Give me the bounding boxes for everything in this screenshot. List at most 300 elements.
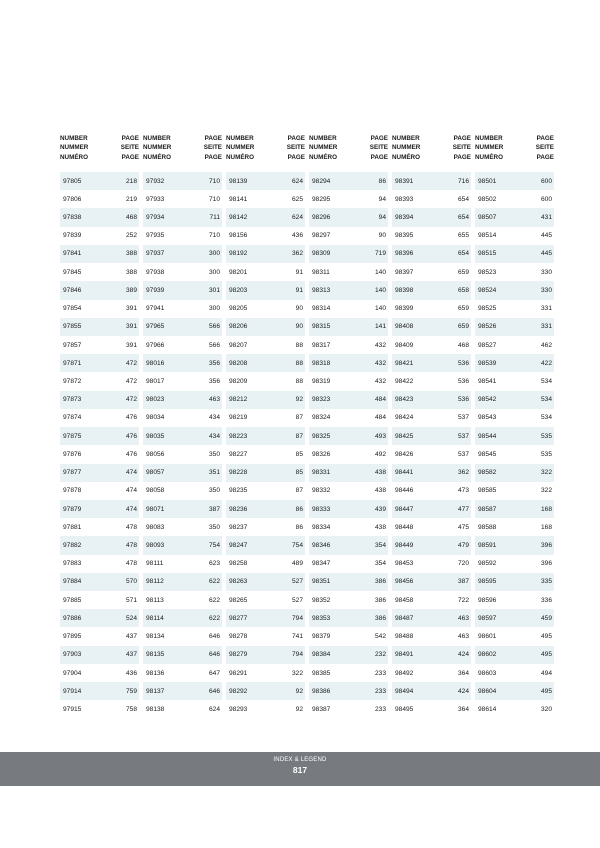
index-row xyxy=(226,427,305,445)
index-row xyxy=(60,682,139,700)
index-row xyxy=(226,300,305,318)
page-number: 479 xyxy=(457,541,469,549)
part-number: 98016 xyxy=(146,359,165,367)
index-row xyxy=(143,263,222,281)
index-row xyxy=(226,172,305,190)
column-header xyxy=(309,134,388,164)
page-number: 85 xyxy=(295,450,303,458)
page-number: 722 xyxy=(457,596,469,604)
part-number: 98156 xyxy=(229,232,248,240)
header-page-line: SEITE xyxy=(120,144,139,152)
part-number: 98545 xyxy=(478,450,497,458)
column-group-2 xyxy=(143,134,222,719)
header-number-line: NUMBER xyxy=(60,135,88,142)
part-number: 98137 xyxy=(146,687,165,695)
page-number: 387 xyxy=(457,578,469,586)
page-number: 350 xyxy=(208,487,220,495)
header-number-label xyxy=(226,134,254,164)
page-number: 85 xyxy=(295,469,303,477)
index-row xyxy=(309,646,388,664)
page-number: 88 xyxy=(295,359,303,367)
part-number: 98492 xyxy=(395,669,414,677)
header-page-line: PAGE xyxy=(287,135,305,142)
header-number-line: NUMBER xyxy=(143,135,171,142)
page-number: 493 xyxy=(374,432,386,440)
index-row xyxy=(475,208,554,226)
page-number: 424 xyxy=(457,687,469,695)
page-number: 463 xyxy=(208,396,220,404)
page-number: 468 xyxy=(125,214,137,222)
index-row xyxy=(309,591,388,609)
index-row xyxy=(60,664,139,682)
header-page-line: PAGE xyxy=(453,153,471,161)
page-number: 320 xyxy=(540,705,552,713)
part-number: 97965 xyxy=(146,323,165,331)
part-number: 98387 xyxy=(312,705,331,713)
index-row xyxy=(309,227,388,245)
page-number: 233 xyxy=(374,705,386,713)
index-row xyxy=(392,464,471,482)
header-page-line: PAGE xyxy=(121,153,139,161)
page-number: 710 xyxy=(208,232,220,240)
header-page-line: PAGE xyxy=(453,135,471,142)
index-row xyxy=(143,573,222,591)
part-number: 98601 xyxy=(478,633,497,641)
part-number: 98397 xyxy=(395,268,414,276)
index-row xyxy=(226,245,305,263)
page-number: 331 xyxy=(540,323,552,331)
column-group-3 xyxy=(226,134,305,719)
page-number: 391 xyxy=(125,305,137,313)
part-number: 98446 xyxy=(395,487,414,495)
part-number: 97904 xyxy=(63,669,82,677)
page-number: 719 xyxy=(374,250,386,258)
part-number: 98294 xyxy=(312,177,331,185)
index-row xyxy=(475,372,554,390)
index-row xyxy=(143,536,222,554)
part-number: 98314 xyxy=(312,305,331,313)
part-number: 98318 xyxy=(312,359,331,367)
index-row xyxy=(475,591,554,609)
part-number: 98071 xyxy=(146,505,165,513)
page-number: 720 xyxy=(457,560,469,568)
index-row xyxy=(226,190,305,208)
part-number: 98604 xyxy=(478,687,497,695)
index-row xyxy=(392,445,471,463)
part-number: 98236 xyxy=(229,505,248,513)
index-row xyxy=(226,664,305,682)
column-group-4 xyxy=(309,134,388,719)
part-number: 98309 xyxy=(312,250,331,258)
part-number: 97884 xyxy=(63,578,82,586)
page-number: 391 xyxy=(125,323,137,331)
header-page-label xyxy=(370,134,388,164)
page-number: 625 xyxy=(291,195,303,203)
part-number: 97934 xyxy=(146,214,165,222)
page-number: 233 xyxy=(374,687,386,695)
page-number: 478 xyxy=(125,541,137,549)
page-number: 475 xyxy=(457,523,469,531)
index-row xyxy=(226,336,305,354)
page-number: 94 xyxy=(378,214,386,222)
part-number: 98541 xyxy=(478,378,497,386)
part-number: 98192 xyxy=(229,250,248,258)
part-number: 98134 xyxy=(146,633,165,641)
header-number-line: NUMMER xyxy=(143,144,172,152)
index-row xyxy=(392,391,471,409)
part-number: 98324 xyxy=(312,414,331,422)
index-row xyxy=(392,427,471,445)
page-number: 646 xyxy=(208,687,220,695)
part-number: 97895 xyxy=(63,633,82,641)
page-number: 537 xyxy=(457,414,469,422)
part-number: 98334 xyxy=(312,523,331,531)
page-number: 476 xyxy=(125,432,137,440)
page-number: 489 xyxy=(291,560,303,568)
column-header xyxy=(60,134,139,164)
part-number: 98347 xyxy=(312,560,331,568)
page-number: 463 xyxy=(457,633,469,641)
page-number: 331 xyxy=(540,305,552,313)
index-row xyxy=(392,573,471,591)
index-row xyxy=(392,227,471,245)
part-number: 98539 xyxy=(478,359,497,367)
index-row xyxy=(226,500,305,518)
part-number: 98449 xyxy=(395,541,414,549)
page-number: 527 xyxy=(291,578,303,586)
index-row xyxy=(60,172,139,190)
index-row xyxy=(60,646,139,664)
index-row xyxy=(309,482,388,500)
page-number: 570 xyxy=(125,578,137,586)
index-row xyxy=(226,646,305,664)
index-row xyxy=(309,372,388,390)
part-number: 98278 xyxy=(229,633,248,641)
page-number: 362 xyxy=(291,250,303,258)
page-number: 364 xyxy=(457,669,469,677)
page-number: 354 xyxy=(374,560,386,568)
page-number: 86 xyxy=(378,177,386,185)
index-row xyxy=(226,318,305,336)
index-row xyxy=(309,555,388,573)
page-number: 354 xyxy=(374,541,386,549)
part-number: 97966 xyxy=(146,341,165,349)
index-row xyxy=(392,318,471,336)
index-row xyxy=(392,591,471,609)
index-row xyxy=(309,190,388,208)
part-number: 98422 xyxy=(395,378,414,386)
index-row xyxy=(475,445,554,463)
index-row xyxy=(143,354,222,372)
part-number: 98351 xyxy=(312,578,331,586)
index-row xyxy=(392,700,471,718)
index-row xyxy=(392,664,471,682)
index-row xyxy=(309,445,388,463)
index-row xyxy=(475,300,554,318)
index-row xyxy=(60,427,139,445)
page-number: 388 xyxy=(125,250,137,258)
part-number: 98325 xyxy=(312,432,331,440)
page-number: 437 xyxy=(125,633,137,641)
index-row xyxy=(475,409,554,427)
index-row xyxy=(475,646,554,664)
index-row xyxy=(143,300,222,318)
page-number: 438 xyxy=(374,469,386,477)
page-number: 647 xyxy=(208,669,220,677)
page-number: 478 xyxy=(125,523,137,531)
part-number: 97881 xyxy=(63,523,82,531)
index-row xyxy=(143,700,222,718)
page-number: 396 xyxy=(540,560,552,568)
part-number: 98395 xyxy=(395,232,414,240)
part-number: 98421 xyxy=(395,359,414,367)
page-number: 445 xyxy=(540,232,552,240)
page-number: 140 xyxy=(374,286,386,294)
index-row xyxy=(309,354,388,372)
page-number: 659 xyxy=(457,268,469,276)
index-row xyxy=(309,500,388,518)
part-number: 98448 xyxy=(395,523,414,531)
page-number: 219 xyxy=(125,195,137,203)
index-row xyxy=(392,682,471,700)
page-number: 472 xyxy=(125,359,137,367)
part-number: 98393 xyxy=(395,195,414,203)
page-number: 336 xyxy=(540,596,552,604)
footer-page-number: 817 xyxy=(292,765,308,775)
index-row xyxy=(475,464,554,482)
part-number: 97873 xyxy=(63,396,82,404)
index-row xyxy=(475,482,554,500)
page-number: 655 xyxy=(457,232,469,240)
header-number-line: NUMÉRO xyxy=(143,153,171,161)
page-number: 710 xyxy=(208,195,220,203)
index-row xyxy=(143,281,222,299)
page-number: 438 xyxy=(374,523,386,531)
index-row xyxy=(143,208,222,226)
index-row xyxy=(392,208,471,226)
part-number: 98114 xyxy=(146,614,164,622)
index-row xyxy=(226,464,305,482)
page-number: 322 xyxy=(540,487,552,495)
page-number: 88 xyxy=(295,378,303,386)
index-row xyxy=(475,281,554,299)
page-number: 623 xyxy=(208,560,220,568)
header-page-line: PAGE xyxy=(370,153,388,161)
part-number: 98523 xyxy=(478,268,497,276)
index-row xyxy=(226,700,305,718)
index-row xyxy=(309,318,388,336)
page-number: 534 xyxy=(540,396,552,404)
part-number: 98035 xyxy=(146,432,165,440)
header-page-label xyxy=(204,134,222,164)
part-number: 98514 xyxy=(478,232,497,240)
index-row xyxy=(60,518,139,536)
part-number: 98017 xyxy=(146,378,165,386)
part-number: 98398 xyxy=(395,286,414,294)
header-number-line: NUMMER xyxy=(475,144,504,152)
page-number: 624 xyxy=(291,177,303,185)
part-number: 98141 xyxy=(229,195,248,203)
page-number: 351 xyxy=(208,469,220,477)
part-number: 97874 xyxy=(63,414,82,422)
part-number: 97838 xyxy=(63,214,82,222)
part-number: 98136 xyxy=(146,669,165,677)
page-number: 301 xyxy=(208,286,220,294)
page-number: 350 xyxy=(208,450,220,458)
index-row xyxy=(309,245,388,263)
page-number: 659 xyxy=(457,305,469,313)
index-row xyxy=(60,464,139,482)
page-number: 445 xyxy=(540,250,552,258)
page-number: 86 xyxy=(295,523,303,531)
page-number: 438 xyxy=(374,487,386,495)
index-row xyxy=(60,208,139,226)
page-number: 300 xyxy=(208,250,220,258)
page-number: 436 xyxy=(125,669,137,677)
part-number: 98501 xyxy=(478,177,497,185)
index-row xyxy=(309,427,388,445)
part-number: 98595 xyxy=(478,578,497,586)
part-number: 98409 xyxy=(395,341,414,349)
part-number: 98542 xyxy=(478,396,497,404)
part-number: 98491 xyxy=(395,651,414,659)
header-page-line: SEITE xyxy=(286,144,305,152)
page-number: 356 xyxy=(208,359,220,367)
page-number: 542 xyxy=(374,633,386,641)
header-page-line: PAGE xyxy=(121,135,139,142)
part-number: 98494 xyxy=(395,687,414,695)
page-number: 87 xyxy=(295,414,303,422)
page-number: 484 xyxy=(374,396,386,404)
index-row xyxy=(475,336,554,354)
page-number: 330 xyxy=(540,268,552,276)
page-number: 536 xyxy=(457,396,469,404)
part-number: 98453 xyxy=(395,560,414,568)
index-row xyxy=(226,536,305,554)
index-row xyxy=(309,172,388,190)
page-number: 474 xyxy=(125,505,137,513)
part-number: 98384 xyxy=(312,651,331,659)
page-number: 90 xyxy=(295,305,303,313)
part-number: 97932 xyxy=(146,177,165,185)
index-row xyxy=(392,609,471,627)
part-number: 97935 xyxy=(146,232,165,240)
header-number-label xyxy=(309,134,337,164)
page-number: 654 xyxy=(457,195,469,203)
index-row xyxy=(309,682,388,700)
header-page-label xyxy=(536,134,554,164)
page-number: 91 xyxy=(295,268,303,276)
page-number: 168 xyxy=(540,523,552,531)
page-number: 232 xyxy=(374,651,386,659)
index-row xyxy=(309,281,388,299)
page-number: 646 xyxy=(208,651,220,659)
page-number: 88 xyxy=(295,341,303,349)
part-number: 97805 xyxy=(63,177,82,185)
index-row xyxy=(392,518,471,536)
index-row xyxy=(226,555,305,573)
part-number: 98293 xyxy=(229,705,248,713)
index-row xyxy=(60,281,139,299)
index-row xyxy=(475,318,554,336)
part-number: 98592 xyxy=(478,560,497,568)
part-number: 97841 xyxy=(63,250,82,258)
part-number: 98023 xyxy=(146,396,165,404)
part-number: 98379 xyxy=(312,633,331,641)
header-page-line: PAGE xyxy=(536,135,554,142)
index-row xyxy=(143,190,222,208)
part-number: 98587 xyxy=(478,505,497,513)
part-number: 98386 xyxy=(312,687,331,695)
part-number: 98313 xyxy=(312,286,331,294)
page-number: 646 xyxy=(208,633,220,641)
index-row xyxy=(309,263,388,281)
header-number-label xyxy=(143,134,171,164)
part-number: 98319 xyxy=(312,378,331,386)
part-number: 97915 xyxy=(63,705,82,713)
part-number: 98203 xyxy=(229,286,248,294)
index-row xyxy=(143,372,222,390)
index-row xyxy=(475,245,554,263)
header-page-line: PAGE xyxy=(204,135,222,142)
page-number: 92 xyxy=(295,396,303,404)
part-number: 98456 xyxy=(395,578,414,586)
index-row xyxy=(143,409,222,427)
part-number: 98333 xyxy=(312,505,331,513)
part-number: 98227 xyxy=(229,450,248,458)
header-number-line: NUMÉRO xyxy=(60,153,88,161)
page-number: 432 xyxy=(374,341,386,349)
page-number: 524 xyxy=(125,614,137,622)
index-row xyxy=(226,609,305,627)
part-number: 98588 xyxy=(478,523,497,531)
index-row xyxy=(475,573,554,591)
index-row xyxy=(309,627,388,645)
header-number-label xyxy=(475,134,503,164)
page-number: 758 xyxy=(125,705,137,713)
column-group-1 xyxy=(60,134,139,719)
part-number: 98396 xyxy=(395,250,414,258)
page-number: 527 xyxy=(291,596,303,604)
part-number: 98352 xyxy=(312,596,331,604)
index-row xyxy=(226,445,305,463)
footer-band xyxy=(0,752,600,786)
page-number: 658 xyxy=(457,286,469,294)
page-number: 536 xyxy=(457,378,469,386)
part-number: 98111 xyxy=(146,560,164,568)
header-number-line: NUMBER xyxy=(309,135,337,142)
index-row xyxy=(392,536,471,554)
index-row xyxy=(309,464,388,482)
page-number: 436 xyxy=(291,232,303,240)
header-number-line: NUMMER xyxy=(60,144,89,152)
index-row xyxy=(226,372,305,390)
index-row xyxy=(60,700,139,718)
part-number: 98201 xyxy=(229,268,248,276)
page-number: 432 xyxy=(374,359,386,367)
part-number: 98323 xyxy=(312,396,331,404)
header-page-line: PAGE xyxy=(370,135,388,142)
page-number: 300 xyxy=(208,268,220,276)
part-number: 98139 xyxy=(229,177,248,185)
index-row xyxy=(60,336,139,354)
part-number: 98423 xyxy=(395,396,414,404)
index-row xyxy=(475,682,554,700)
page-number: 218 xyxy=(125,177,137,185)
page-number: 90 xyxy=(295,323,303,331)
index-row xyxy=(392,245,471,263)
page-number: 537 xyxy=(457,450,469,458)
